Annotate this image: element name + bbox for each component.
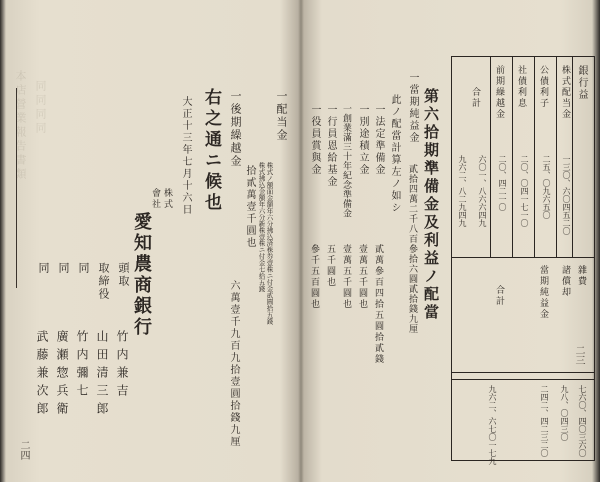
bleed-through-text: 同同同同	[34, 80, 47, 136]
table-value: 一三〇、六〇四五二〇	[562, 155, 571, 235]
allocation-label: 一役員賞與金	[309, 104, 320, 176]
table-divider	[452, 257, 594, 258]
item-dividend-label: 一配当金	[275, 90, 288, 142]
officer-name: 廣瀬惣兵衛	[55, 330, 69, 420]
item-dividend-amount: 拾貳萬壹千圓也	[244, 165, 255, 249]
table-divider	[534, 57, 535, 257]
table-value: 六〇一、八六六四九	[478, 155, 487, 227]
table-label: 當期純益金	[538, 265, 548, 320]
table-label: 銀行益	[576, 65, 587, 101]
officer-name: 山田清三郎	[95, 330, 109, 420]
officer-name: 竹内兼吉	[115, 330, 129, 402]
company-prefix-2: 會社	[150, 188, 160, 210]
table-divider	[512, 57, 513, 257]
allocation-label: 一法定準備金	[373, 104, 384, 176]
allocation-amount: 參千五百圓也	[309, 244, 319, 310]
company-prefix-1: 株式	[162, 188, 172, 210]
officer-role: 同	[37, 262, 50, 275]
bleed-through-text: 本店營業報告書類	[14, 70, 27, 182]
table-value: 二四二、四二三二〇	[540, 385, 549, 457]
company-name: 愛知農商銀行	[131, 212, 152, 338]
net-profit-amount: 貳拾四萬二千八百參拾六圓貳拾錢九厘	[407, 164, 417, 334]
allocation-amount: 壹萬五千圓也	[341, 244, 351, 310]
table-value: 二〇、〇四一七一〇	[520, 155, 529, 227]
item-carryover-label: 一後期繰越金	[229, 90, 242, 168]
total-value: 九六二、六七〇一七九	[488, 385, 497, 465]
closing-statement: 右之通ニ候也	[201, 88, 221, 214]
allocation-label: 一創業滿三十年紀念準備金	[341, 104, 351, 218]
item-dividend-desc-1: 株式ノ額面金額年六分拂込済株券壹株ニ付金貳圓拾五錢	[265, 162, 274, 325]
allocation-amount: 壹萬五千圓也	[357, 244, 367, 310]
table-divider	[452, 379, 594, 380]
net-profit-label: 一當期純益金	[407, 72, 418, 144]
income-table	[451, 56, 595, 465]
allocation-amount: 貳萬參百四拾五圓拾貳錢	[373, 244, 383, 365]
table-divider	[572, 57, 573, 257]
table-value: 七六〇、四〇三六〇	[578, 385, 587, 457]
allocation-label: 一行員恩給基金	[325, 104, 336, 188]
table-label: 社債利息	[516, 65, 526, 109]
table-divider	[556, 57, 557, 257]
left-page	[6, 0, 300, 482]
table-label: 公債利子	[538, 65, 548, 109]
officer-role: 頭取	[117, 262, 130, 288]
total-value: 九六二、八二九四九	[458, 155, 467, 227]
table-value: 二〇、四二一〇	[498, 155, 507, 211]
officer-role: 同	[57, 262, 70, 275]
table-label: 諸償却	[560, 265, 570, 298]
page-number: 二三	[573, 345, 584, 365]
table-label: 株式配当金	[560, 65, 570, 120]
item-carryover-amount: 六萬壹千九百九拾壹圓拾錢九厘	[228, 280, 239, 448]
table-label: 雜費	[576, 265, 586, 287]
table-divider	[452, 372, 594, 373]
column-separator	[16, 88, 17, 288]
total-label: 合計	[470, 87, 480, 109]
total-label: 合計	[494, 285, 504, 307]
allocation-label: 一別途積立金	[357, 104, 368, 176]
table-label: 前期繰越金	[494, 65, 504, 120]
table-value: 二五、〇九六五〇	[542, 155, 551, 219]
officer-role: 同	[77, 262, 90, 275]
table-value: 九八、〇四三〇	[560, 385, 569, 441]
report-date: 大正十三年七月十六日	[180, 96, 191, 216]
allocation-intro: 此ノ配當計算左ノ如シ	[389, 94, 400, 214]
right-page	[301, 0, 594, 482]
officer-role: 取締役	[97, 262, 110, 301]
officer-name: 武藤兼次郎	[35, 330, 49, 420]
allocation-amount: 五千圓也	[325, 244, 335, 288]
item-dividend-desc-2: 株式拂込金額年六分新株壹株ニ付金七拾五錢	[257, 162, 266, 292]
page-number: 二四	[18, 440, 29, 460]
section-title: 第六拾期準備金及利益ノ配當	[422, 88, 440, 322]
officer-name: 竹内彌七	[75, 330, 89, 402]
table-divider	[490, 57, 491, 257]
